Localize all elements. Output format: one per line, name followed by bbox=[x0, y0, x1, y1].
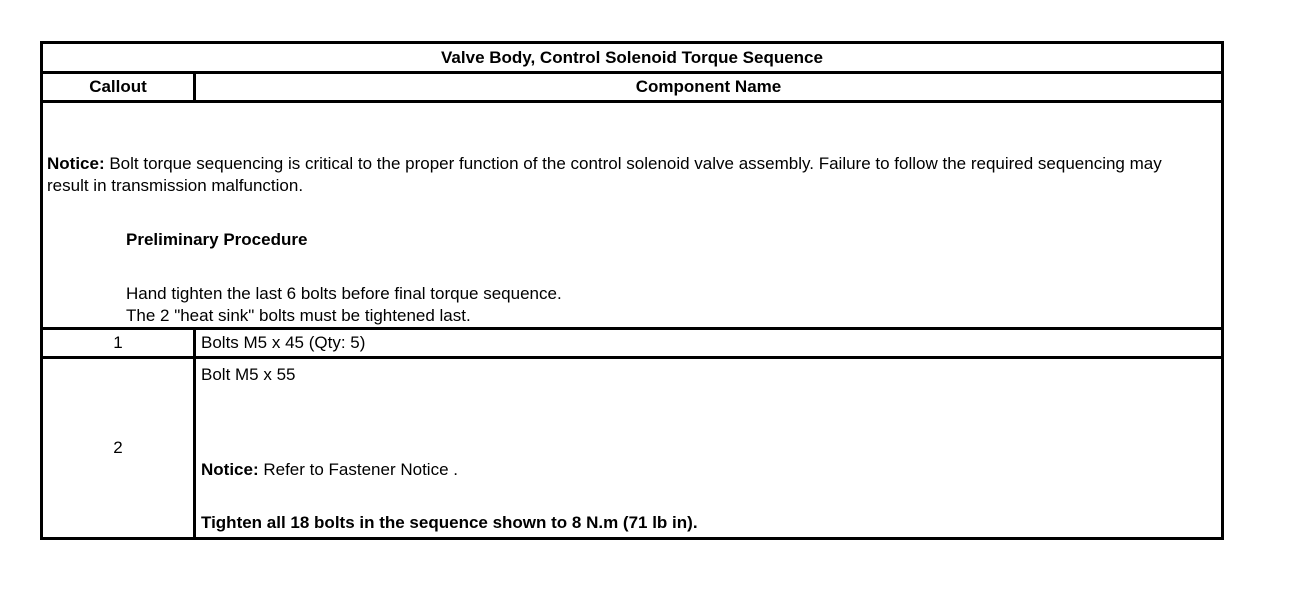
torque-instruction: Tighten all 18 bolts in the sequence shown to 8 N.m (71 lb in). bbox=[201, 513, 698, 532]
table-title: Valve Body, Control Solenoid Torque Sequence bbox=[42, 43, 1223, 73]
fastener-notice-label: Notice: bbox=[201, 460, 259, 479]
notice-section bbox=[42, 102, 1223, 329]
component-name-cell: Bolts M5 x 45 (Qty: 5) bbox=[195, 329, 1223, 358]
notice-paragraph bbox=[47, 153, 1191, 197]
fastener-notice-text: Refer to Fastener Notice . bbox=[258, 460, 458, 479]
preliminary-step-1: Hand tighten the last 6 bolts before final torque sequence. bbox=[126, 284, 562, 303]
callout-cell: 2 bbox=[42, 358, 195, 539]
preliminary-procedure-title: Preliminary Procedure bbox=[126, 230, 308, 249]
callout-cell: 1 bbox=[42, 329, 195, 358]
component-name-cell bbox=[195, 358, 1223, 539]
component-name: Bolt M5 x 55 bbox=[201, 365, 296, 384]
notice-label: Notice: bbox=[47, 154, 105, 173]
callout-header: Callout bbox=[42, 73, 195, 102]
component-name-header: Component Name bbox=[195, 73, 1223, 102]
table-row bbox=[42, 358, 1223, 539]
torque-sequence-table bbox=[40, 41, 1224, 540]
preliminary-step-2: The 2 "heat sink" bolts must be tightened last. bbox=[126, 306, 471, 325]
fastener-notice bbox=[201, 460, 458, 480]
notice-text: Bolt torque sequencing is critical to the proper function of the control solenoid valve assembly. Failure to follow the required sequencing may result in transmission malfunction. bbox=[47, 154, 1162, 195]
table-row bbox=[42, 329, 1223, 358]
